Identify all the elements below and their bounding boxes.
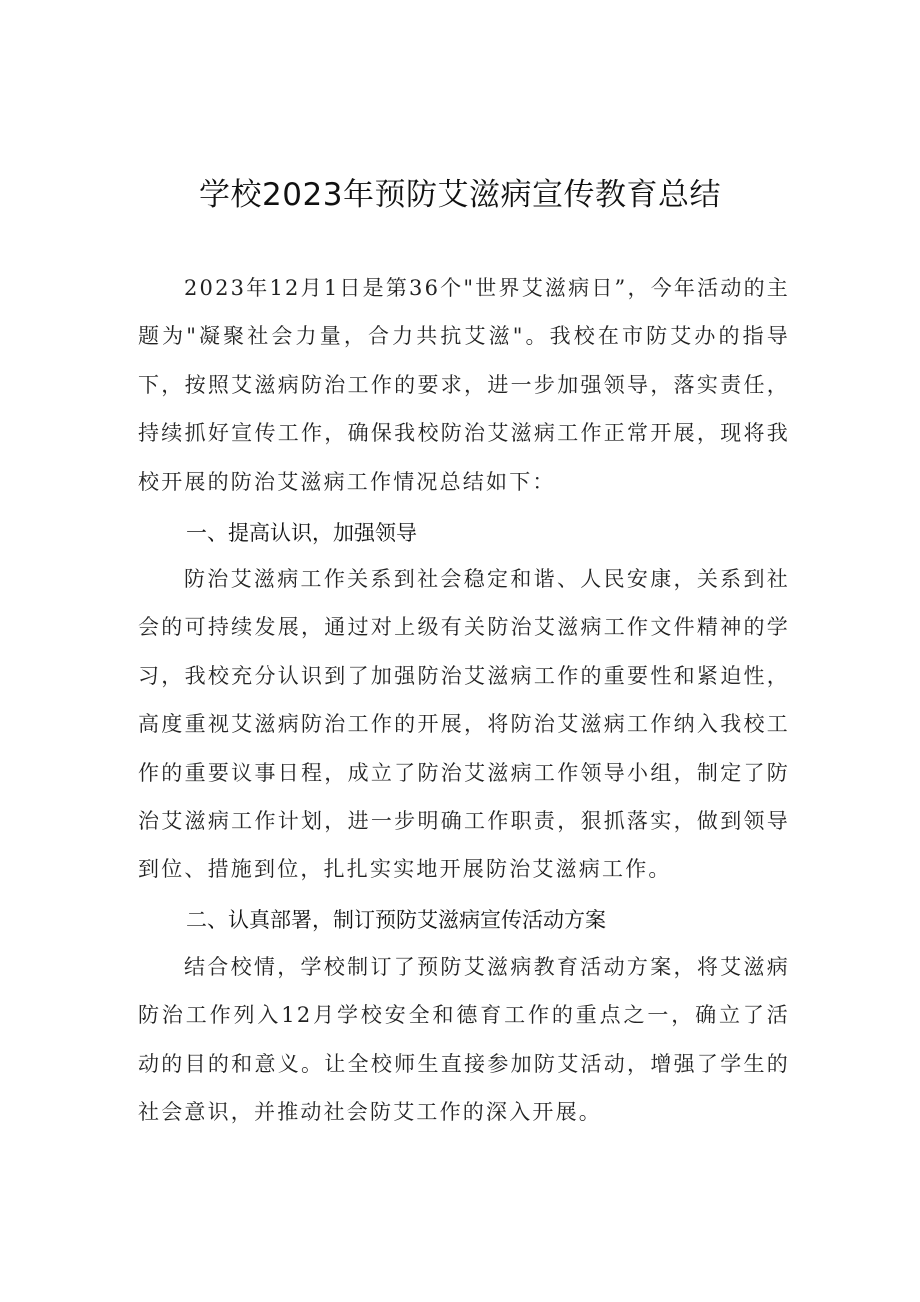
intro-paragraph: 2023年12月1日是第36个"世界艾滋病日”，今年活动的主题为"凝聚社会力量，合力共抗艾滋"。我校在市防艾办的指导下，按照艾滋病防治工作的要求，进一步加强领导，落实责任，持续抓好宣传工作，确保我校防治艾滋病工作正常开展，现将我校开展的防治艾滋病工作情况总结如下：	[138, 276, 790, 494]
section-paragraph-1: 防治艾滋病工作关系到社会稳定和谐、人民安康，关系到社会的可持续发展，通过对上级有关防治艾滋病工作文件精神的学习，我校充分认识到了加强防治艾滋病工作的重要性和紧迫性，高度重视艾滋病防治工作的开展，将防治艾滋病工作纳入我校工作的重要议事日程，成立了防治艾滋病工作领导小组，制定了防治艾滋病工作计划，进一步明确工作职责，狠抓落实，做到领导到位、措施到位，扎扎实实地开展防治艾滋病工作。	[138, 567, 790, 882]
section-heading-1: 一、提高认识，加强领导	[186, 521, 417, 545]
document-title: 学校2023年预防艾滋病宣传教育总结	[199, 177, 721, 213]
section-paragraph-2: 结合校情，学校制订了预防艾滋病教育活动方案，将艾滋病防治工作列入12月学校安全和德育工作的重点之一，确立了活动的目的和意义。让全校师生直接参加防艾活动，增强了学生的社会意识，并推动社会防艾工作的深入开展。	[138, 955, 790, 1125]
section-heading-2: 二、认真部署，制订预防艾滋病宣传活动方案	[186, 908, 606, 932]
